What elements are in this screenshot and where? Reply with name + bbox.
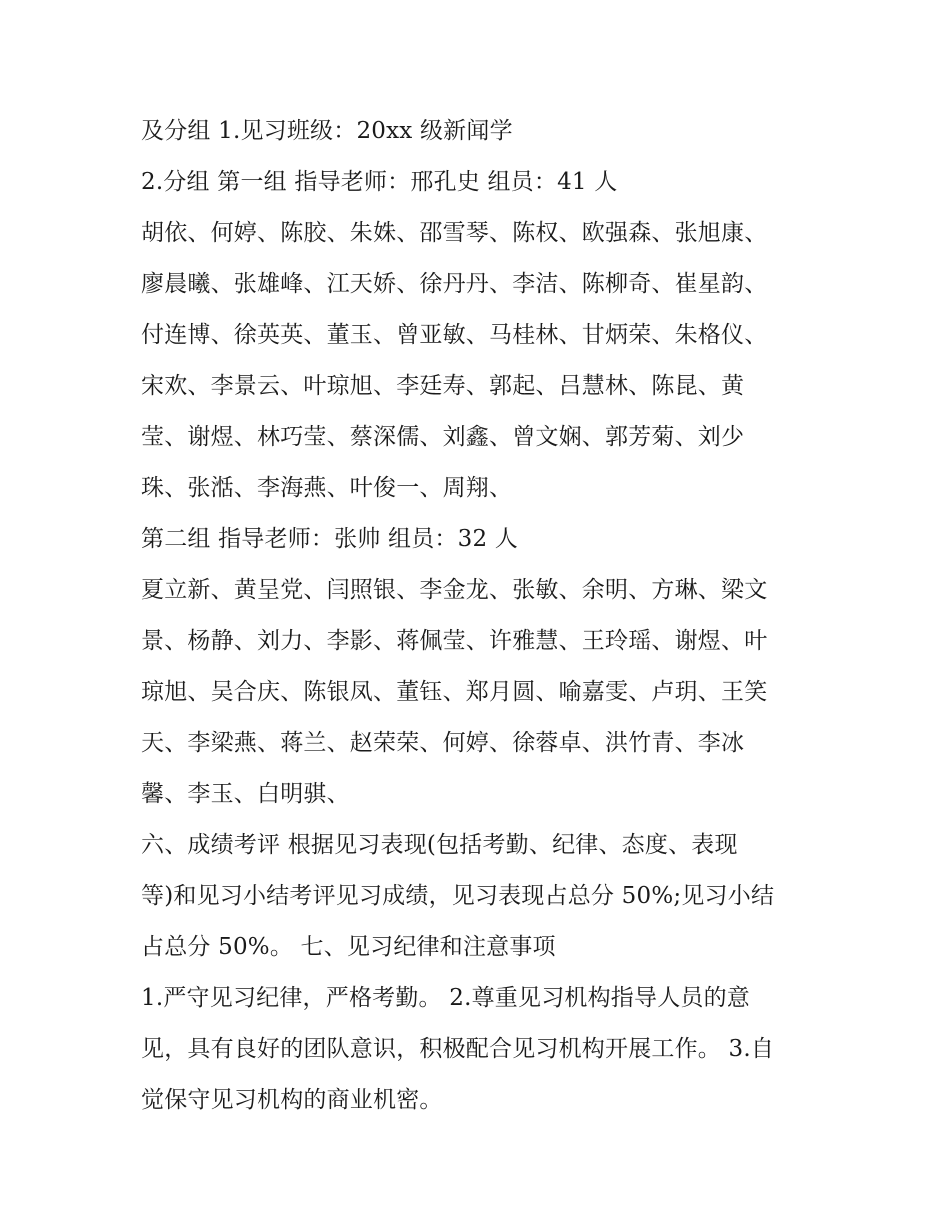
text-line: 景、杨静、刘力、李影、蒋佩莹、许雅慧、王玲瑶、谢煜、叶	[141, 628, 768, 654]
text-line: 廖晨曦、张雄峰、江天娇、徐丹丹、李洁、陈柳奇、崔星韵、	[141, 271, 768, 297]
text-line: 胡依、何婷、陈胶、朱姝、邵雪琴、陈权、欧强森、张旭康、	[141, 220, 768, 246]
text-line: 觉保守见习机构的商业机密。	[141, 1087, 443, 1113]
text-line: 六、成绩考评 根据见习表现(包括考勤、纪律、态度、表现	[141, 832, 738, 858]
text-line: 珠、张湉、李海燕、叶俊一、周翔、	[141, 475, 513, 501]
text-line: 天、李梁燕、蒋兰、赵荣荣、何婷、徐蓉卓、洪竹青、李冰	[141, 730, 745, 756]
text-line: 占总分 50%。 七、见习纪律和注意事项	[141, 934, 556, 960]
text-line: 琼旭、吴合庆、陈银凤、董钰、郑月圆、喻嘉雯、卢玥、王笑	[141, 679, 768, 705]
text-line: 付连博、徐英英、董玉、曾亚敏、马桂林、甘炳荣、朱格仪、	[141, 322, 768, 348]
text-line: 宋欢、李景云、叶琼旭、李廷寿、郭起、吕慧林、陈昆、黄	[141, 373, 745, 399]
text-line: 馨、李玉、白明骐、	[141, 781, 350, 807]
text-line: 夏立新、黄呈党、闫照银、李金龙、张敏、余明、方琳、梁文	[141, 577, 768, 603]
text-line: 及分组 1.见习班级：20xx 级新闻学	[141, 118, 513, 144]
document-body	[141, 106, 831, 1126]
text-line: 第二组 指导老师：张帅 组员：32 人	[141, 526, 518, 552]
text-line: 莹、谢煜、林巧莹、蔡深儒、刘鑫、曾文娴、郭芳菊、刘少	[141, 424, 745, 450]
text-line: 1.严守见习纪律，严格考勤。 2.尊重见习机构指导人员的意	[141, 985, 750, 1011]
text-line: 2.分组 第一组 指导老师：邢孔史 组员：41 人	[141, 169, 618, 195]
text-line: 见，具有良好的团队意识，积极配合见习机构开展工作。 3.自	[141, 1036, 775, 1062]
text-line: 等)和见习小结考评见习成绩，见习表现占总分 50%;见习小结	[141, 883, 775, 909]
